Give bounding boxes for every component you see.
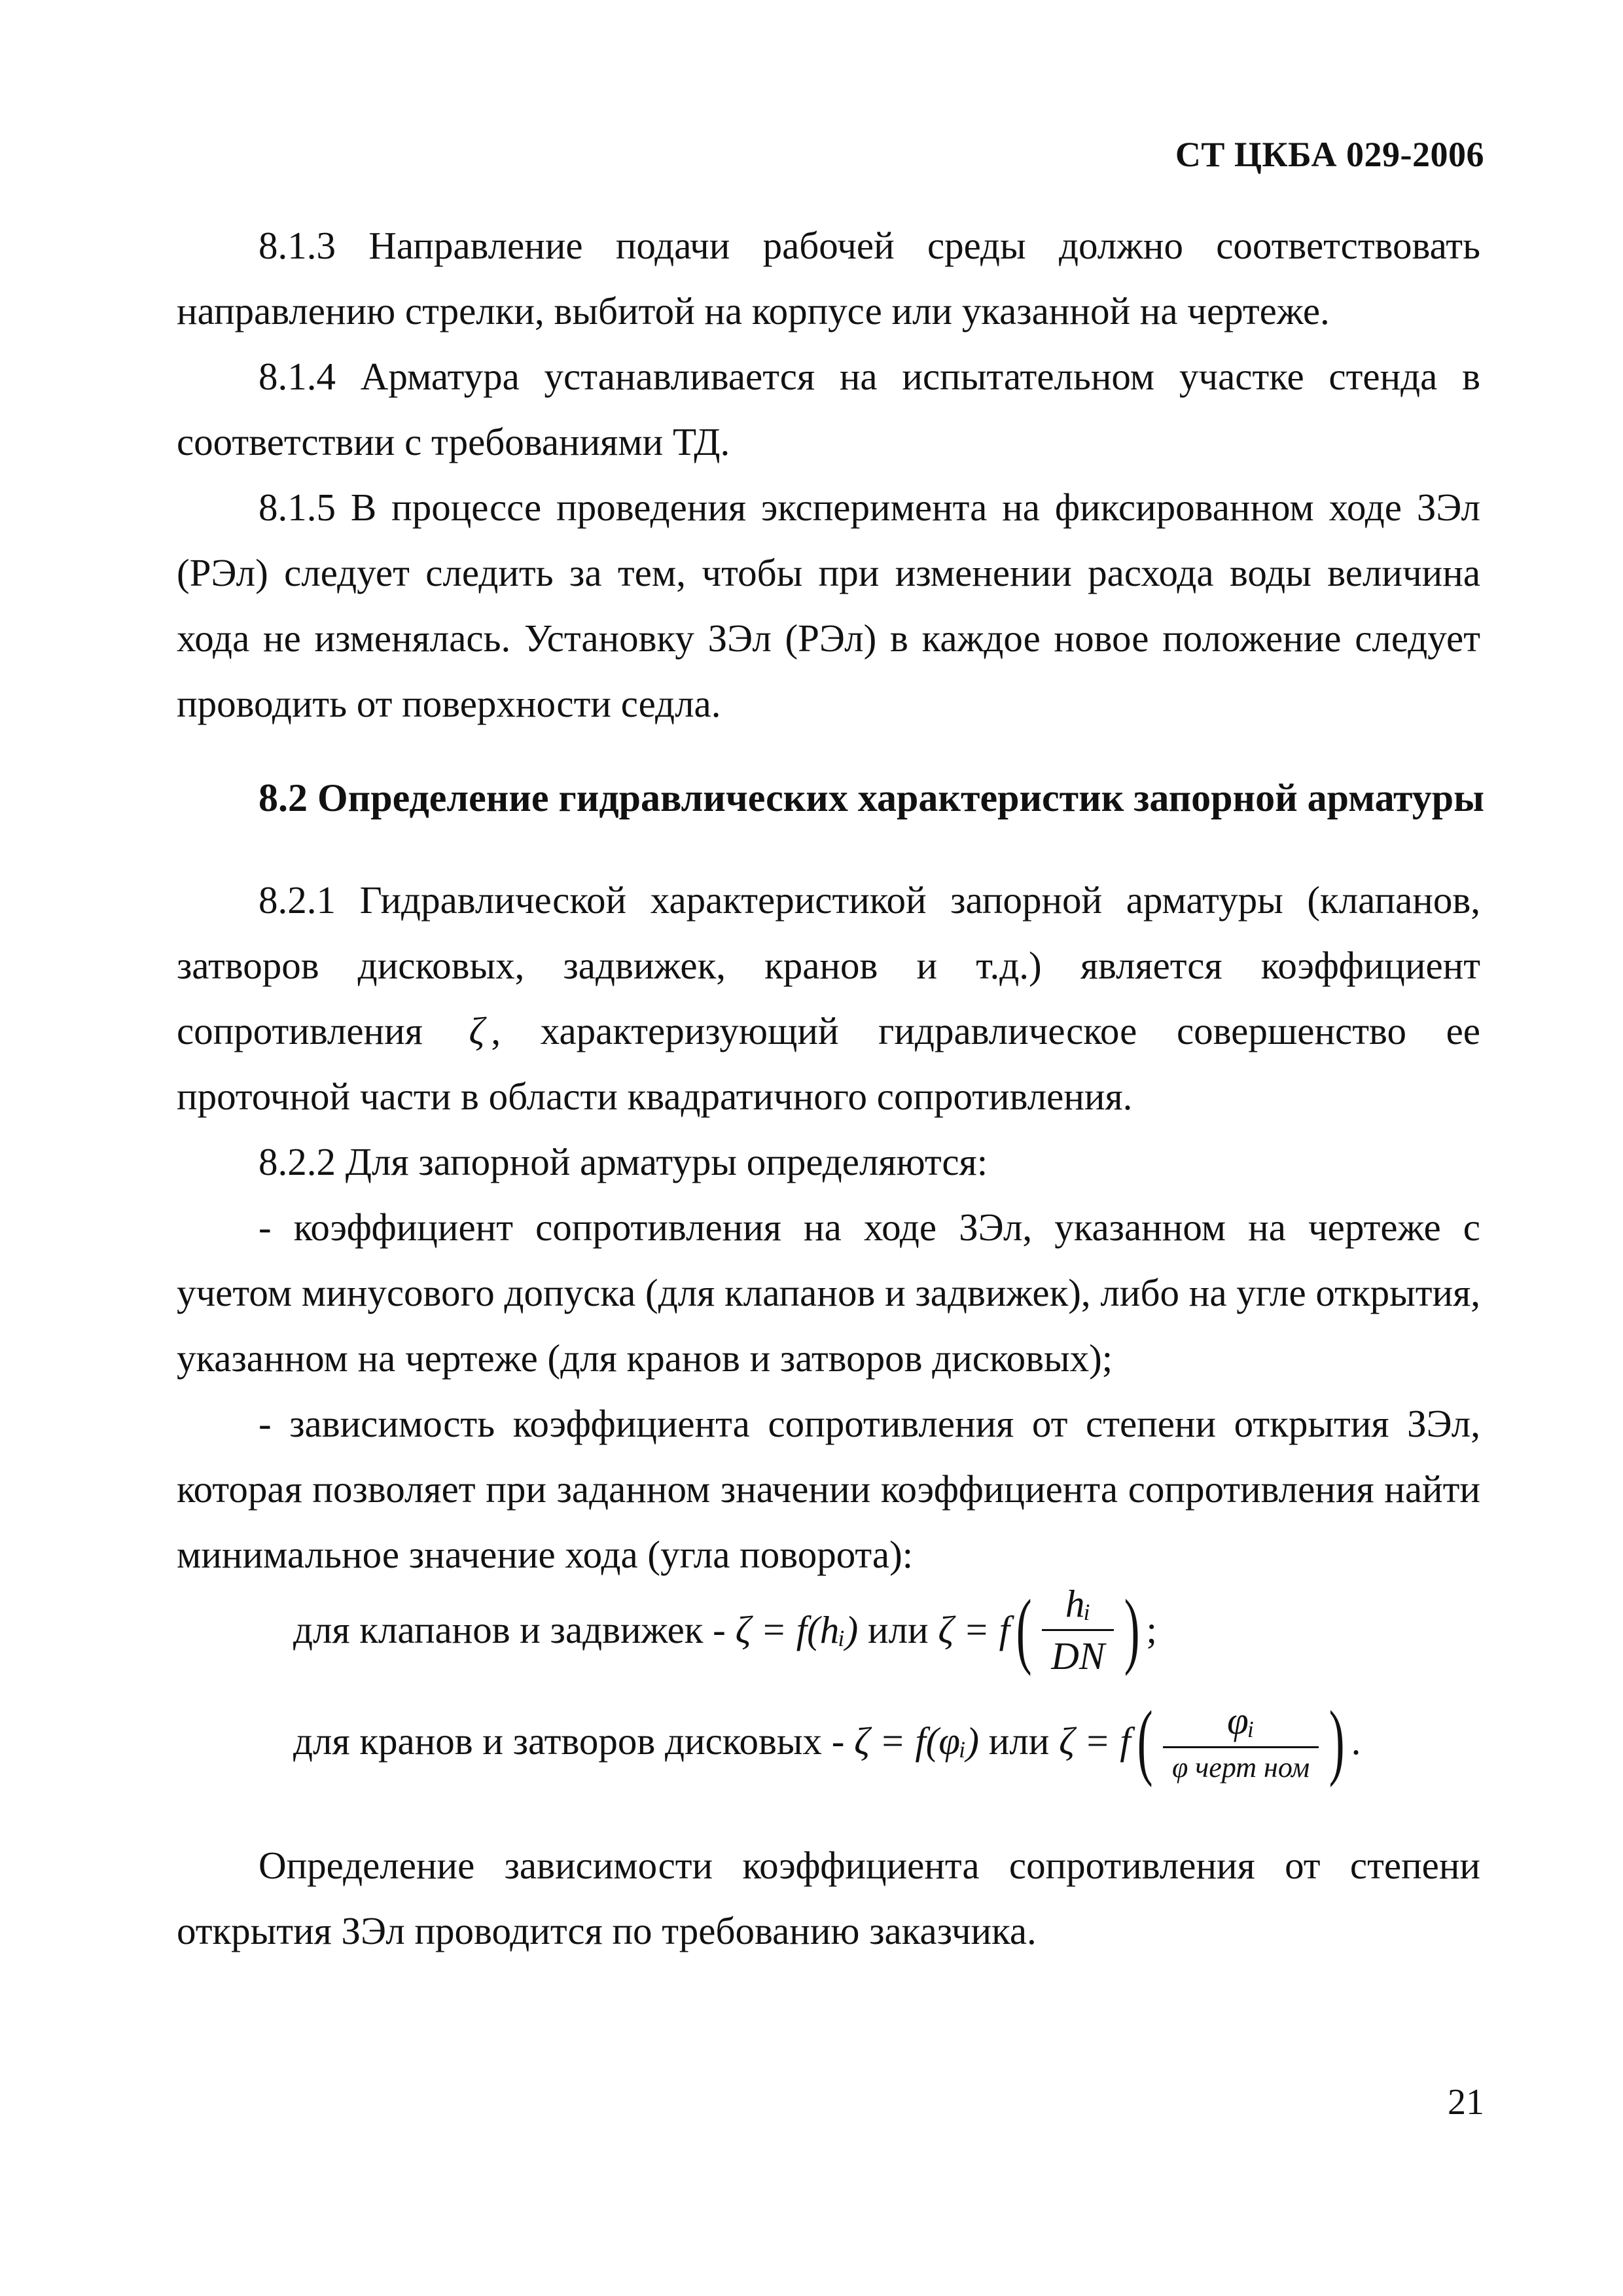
fraction-numerator: hᵢ [1065,1581,1091,1625]
formula-cranes-end: . [1351,1719,1361,1763]
paragraph-8-1-3: 8.1.3 Направление подачи рабочей среды должно соответствовать направлению стрелки, выбитой на корпусе или указанной на чертеже. [177,224,1480,332]
list-item-resistance-dependence: - зависимость коэффициента сопротивления от степени открытия ЗЭл, которая позволяет при заданном значении коэффициента сопротивления найти минимальное значение хода (угла поворота): [177,1402,1480,1576]
formula-cranes [293,1694,1361,1788]
formula-valves [293,1581,1157,1677]
formula-valves-lhs: ζ = f [938,1607,1010,1651]
fraction-numerator: φᵢ [1227,1698,1255,1742]
formula-valves-or: или [868,1607,929,1651]
paragraph-8-2-1-start: 8.2.1 Гидравлической характеристикой запорной арматуры (клапанов, затворов дисковых, задвижек, кранов и т.д.) является коэффициент сопротивления [177,878,1480,1052]
formula-valves-label: для клапанов и задвижек - [293,1607,726,1651]
document-code: СТ ЦКБА 029-2006 [1175,135,1484,174]
paragraph-8-2-1-end: , характеризующий гидравлическое совершенство ее проточной части в области квадратичного сопротивления. [177,1009,1480,1118]
paragraph-8-2-2: 8.2.2 Для запорной арматуры определяются: [259,1140,988,1183]
list-item-resistance-coefficient: - коэффициент сопротивления на ходе ЗЭл, указанном на чертеже с учетом минусового допуска (для клапанов и задвижек), либо на угле открытия, указанном на чертеже (для кранов и затворов дисковых); [177,1206,1480,1380]
formula-cranes-lhs: ζ = f [1059,1719,1131,1763]
fraction-denominator: DN [1042,1629,1114,1679]
left-paren: ( [1016,1583,1032,1677]
fraction-h-over-dn [1042,1581,1114,1679]
zeta-symbol: ζ [469,1009,485,1052]
formula-valves-expr: ζ = f(hᵢ) [735,1607,859,1651]
right-paren: ) [1329,1694,1345,1788]
fraction-phi-over-phi-nom [1163,1698,1319,1784]
paragraph-8-1-4: 8.1.4 Арматура устанавливается на испытательном участке стенда в соответствии с требованиями ТД. [177,355,1480,463]
formula-valves-end: ; [1146,1607,1157,1651]
section-heading-8-2: 8.2 Определение гидравлических характеристик запорной арматуры [259,776,1484,819]
formula-cranes-label: для кранов и затворов дисковых - [293,1719,845,1763]
paragraph-final: Определение зависимости коэффициента сопротивления от степени открытия ЗЭл проводится по требованию заказчика. [177,1844,1480,1952]
page-number: 21 [1448,2082,1484,2123]
formula-cranes-expr: ζ = f(φᵢ) [854,1719,979,1763]
paragraph-8-1-5: 8.1.5 В процессе проведения эксперимента на фиксированном ходе ЗЭл (РЭл) следует следить за тем, чтобы при изменении расхода воды величина хода не изменялась. Установку ЗЭл (РЭл) в каждое новое положение следует проводить от поверхности седла. [177,486,1480,725]
fraction-denominator: φ черт ном [1163,1746,1319,1784]
left-paren: ( [1137,1694,1153,1788]
paragraph-8-2-1 [177,867,1480,1129]
right-paren: ) [1124,1583,1140,1677]
formula-cranes-or: или [988,1719,1050,1763]
